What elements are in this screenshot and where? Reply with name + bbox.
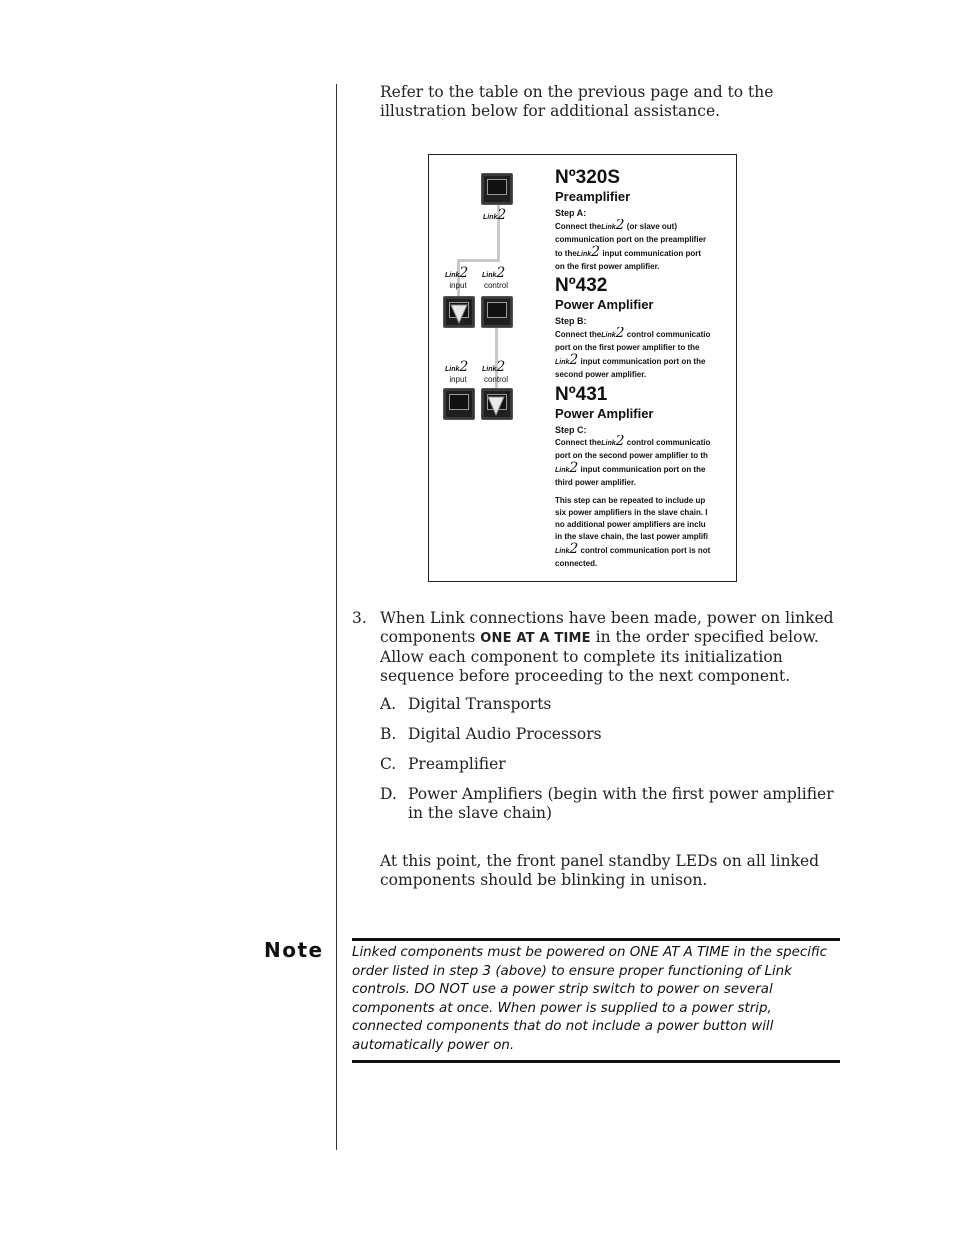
repeat-note: This step can be repeated to include up six power amplifiers in the slave chain. I no additional power amplifiers are inclu in the slave chain, the last power amplifi Link2 control communication port is not connected.	[555, 496, 711, 568]
list-item-letter: C.	[380, 755, 397, 773]
list-item-letter: A.	[380, 695, 397, 713]
list-item: Preamplifier	[408, 755, 506, 773]
list-item: Digital Transports	[408, 695, 552, 713]
product-type: Preamplifier	[555, 189, 631, 204]
arrow-down-icon	[449, 303, 469, 325]
link2-logo: Link2	[445, 359, 469, 375]
step-number: 3.	[352, 609, 367, 627]
note-label: Note	[264, 938, 324, 962]
wire-a-h	[457, 259, 500, 262]
product-type: Power Amplifier	[555, 297, 654, 312]
step3-paragraph: When Link connections have been made, power on linked components ONE AT A TIME in the order specified below. Allow each component to complete its initialization sequence before proceeding to the next component.	[380, 609, 834, 685]
amp2-input-jack	[443, 388, 475, 420]
list-item-letter: D.	[380, 785, 397, 803]
input-port-label: input	[449, 281, 467, 290]
link2-logo: Link2	[483, 207, 507, 223]
link2-logo: Link2	[445, 265, 469, 281]
step-instructions: Connect theLink2 control communicatio port on the first power amplifier to the Link2 input communication port on the second power amplifier.	[555, 327, 711, 379]
list-item-letter: B.	[380, 725, 397, 743]
amp1-control-jack	[481, 296, 513, 328]
model-name: Nº431	[555, 384, 608, 405]
step-heading: Step C:	[555, 425, 587, 435]
model-name: Nº432	[555, 275, 608, 296]
model-name: Nº320S	[555, 167, 621, 188]
note-top-rule	[352, 938, 840, 941]
arrow-down-icon	[486, 395, 506, 417]
preamp-out-jack	[481, 173, 513, 205]
list-item: Digital Audio Processors	[408, 725, 602, 743]
margin-rule	[336, 84, 337, 1150]
control-port-label: control	[483, 281, 508, 290]
closing-paragraph: At this point, the front panel standby LEDs on all linked components should be blinking in unison.	[380, 852, 820, 889]
note-bottom-rule	[352, 1060, 840, 1063]
step-heading: Step B:	[555, 316, 587, 326]
link2-logo: Link2	[482, 359, 506, 375]
step-heading: Step A:	[555, 208, 587, 218]
emphasis-text: ONE AT A TIME	[480, 630, 591, 646]
product-type: Power Amplifier	[555, 406, 654, 421]
link2-logo: Link2	[482, 265, 506, 281]
link-connection-diagram	[428, 154, 737, 582]
list-item: Power Amplifiers (begin with the first power amplifier in the slave chain)	[408, 785, 834, 822]
intro-paragraph: Refer to the table on the previous page and to the illustration below for additional assistance.	[380, 83, 774, 120]
step-instructions: Connect theLink2 (or slave out) communication port on the preamplifier to theLink2 input communication port on the first power amplifier.	[555, 219, 707, 271]
note-text: Linked components must be powered on ONE AT A TIME in the specific order listed in step 3 (above) to ensure proper functioning of Link controls. DO NOT use a power strip switch to power on several components at once. When power is supplied to a power strip, connected components that do not include a power button will automatically power on.	[352, 945, 827, 1053]
step-instructions: Connect theLink2 control communicatio port on the second power amplifier to th Link2 input communication port on the third power amplifier.	[555, 435, 711, 487]
input-port-label: input	[449, 375, 467, 384]
control-port-label: control	[483, 375, 508, 384]
